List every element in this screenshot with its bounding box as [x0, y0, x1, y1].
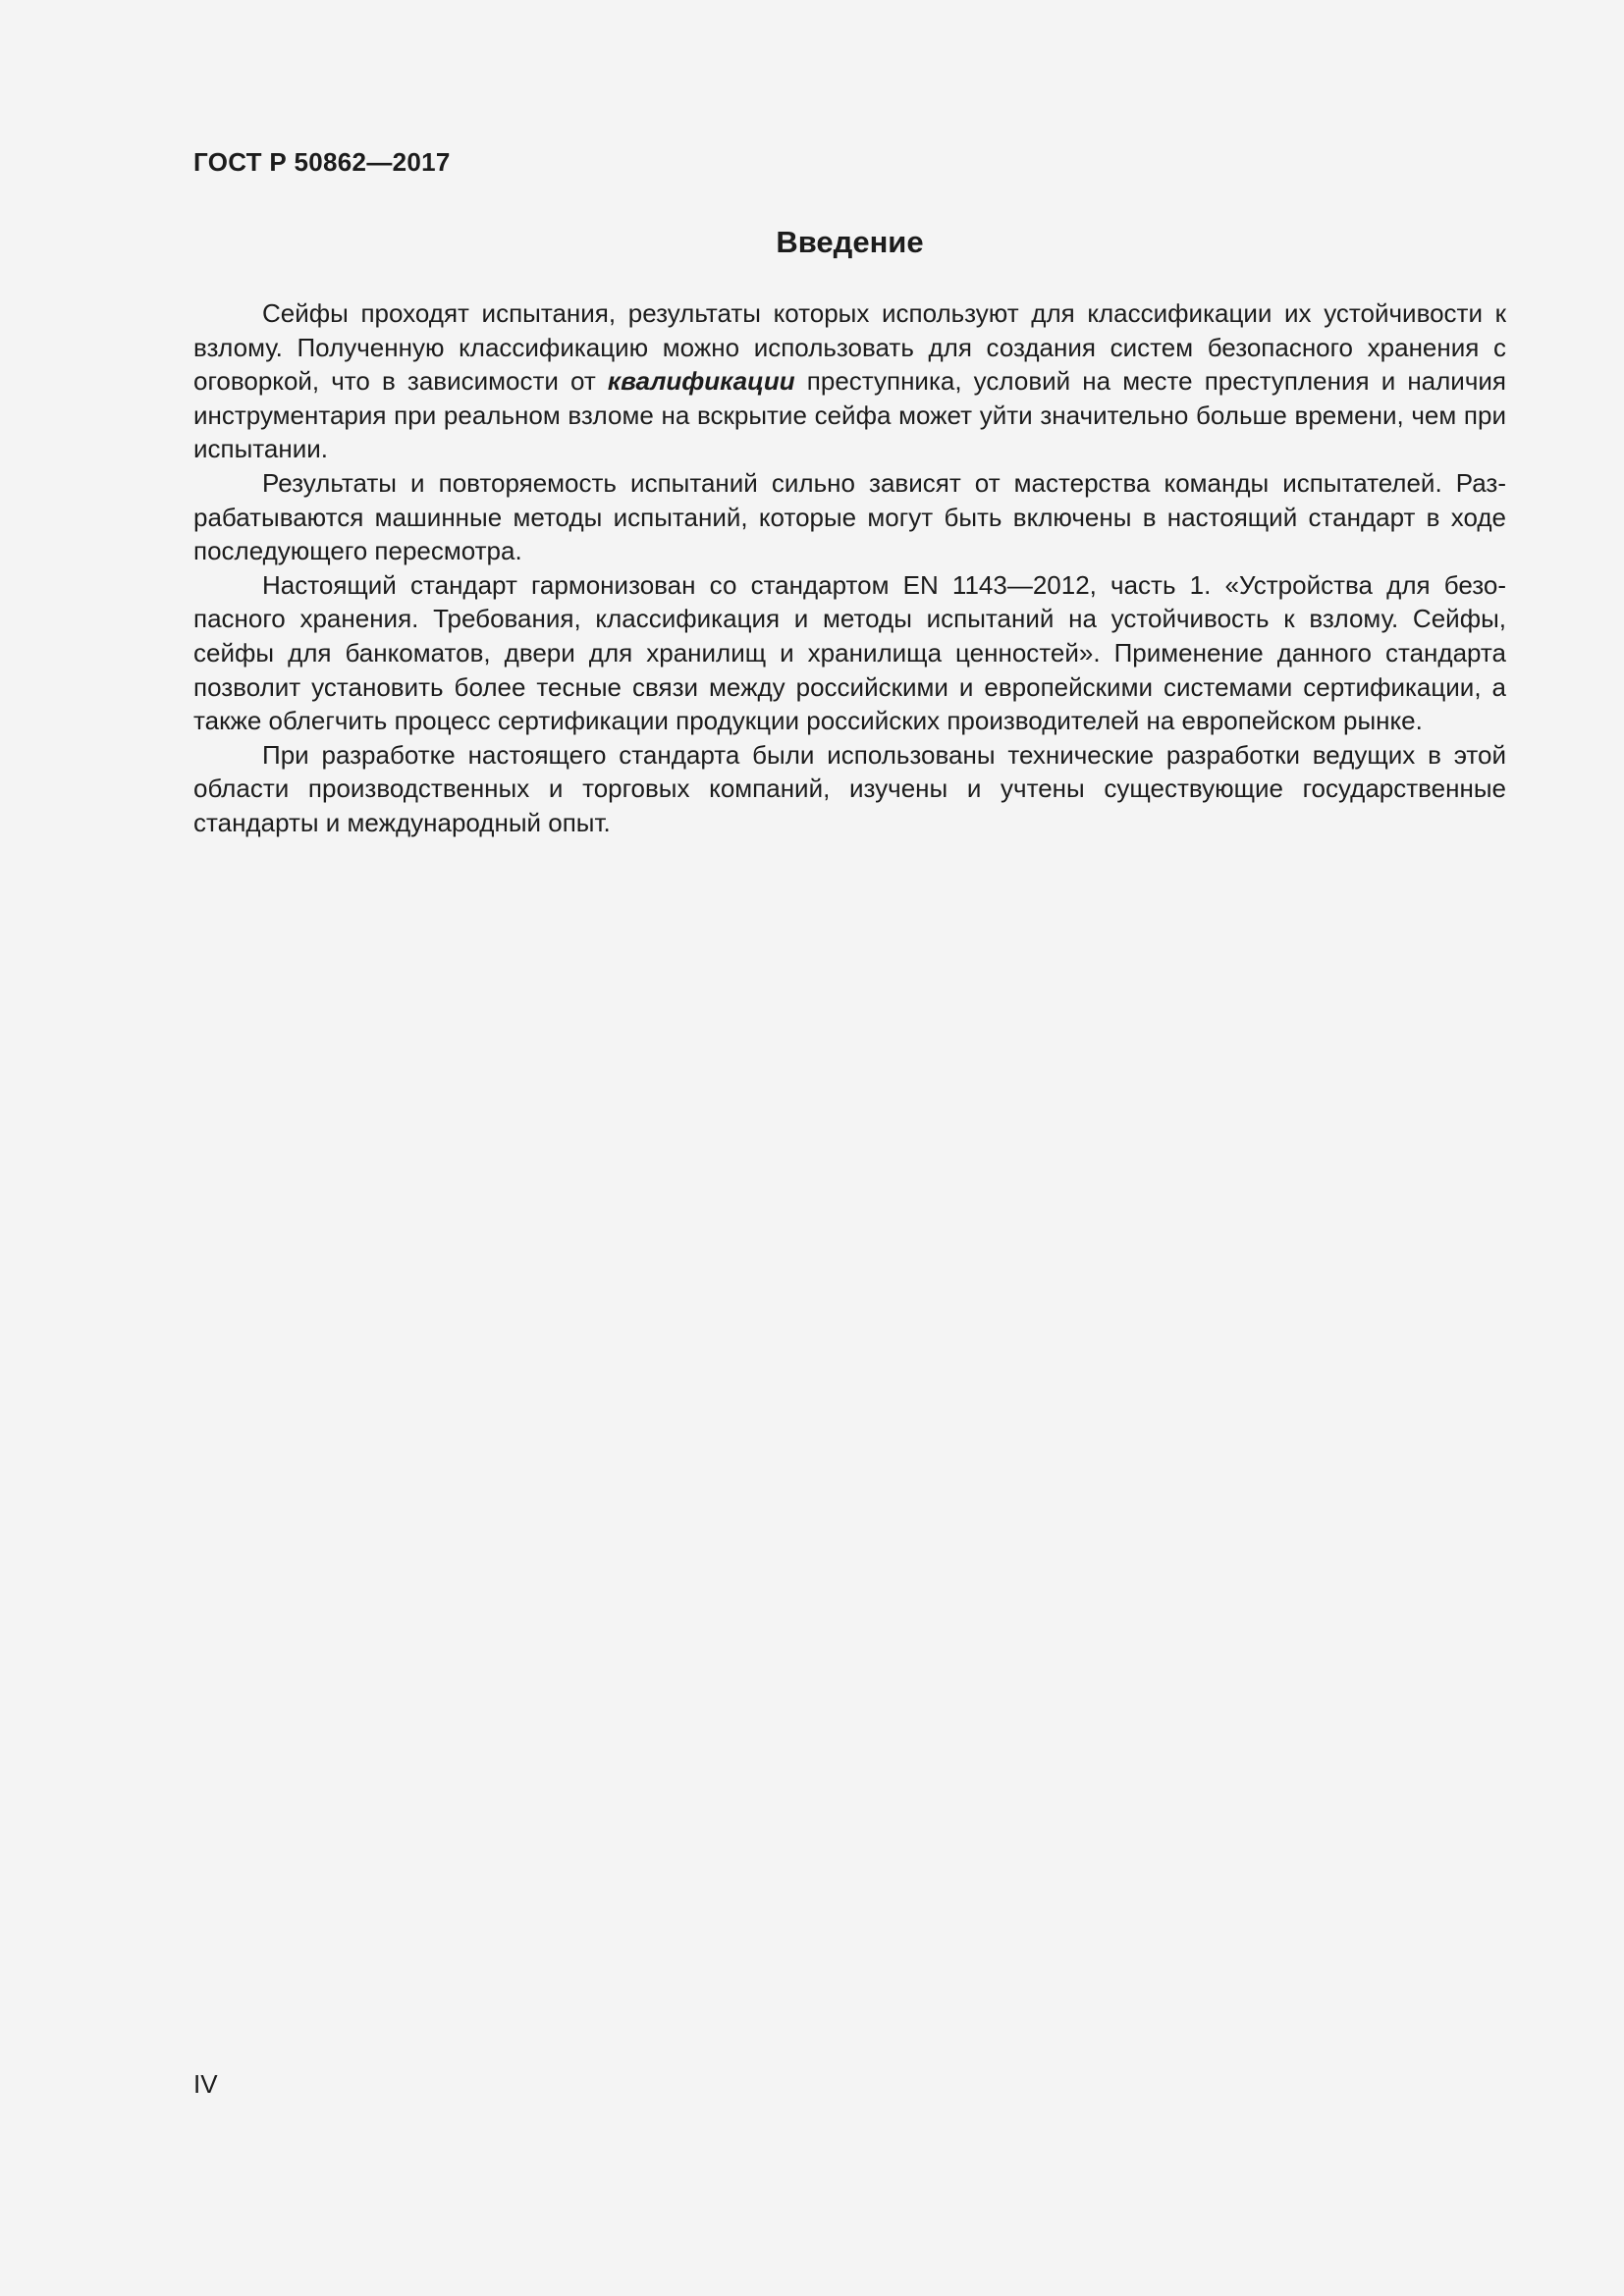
paragraph-1 — [193, 296, 1506, 466]
paragraph-3: Настоящий стандарт гармонизован со стандартом EN 1143—2012, часть 1. «Устройства для безопасного хранения. Требования, классификация и методы испытаний на устойчивость к взлому. Сейфы, сейфы для банкоматов, двери для хранилищ и хранилища ценностей». Применение данного стандарта позволит установить более тесные связи между российскими и европейскими системами сертификации, а также облегчить процесс сертификации продукции российских производителей на европейском рынке. — [193, 569, 1506, 736]
document-code: ГОСТ Р 50862—2017 — [193, 147, 451, 177]
document-body — [193, 296, 1506, 840]
paragraph-4: При разработке настоящего стандарта были использованы технические разработки ведущих в этой области производственных и торговых компаний, изучены и учтены существующие государственные стандарты и международный опыт. — [193, 739, 1506, 837]
paragraph-1-text-end: преступника, условий на месте преступления и наличия инструментария при реальном взломе на вскрытие сейфа может уйти значительно больше времени, чем при испытании. — [193, 366, 1506, 464]
section-title: Введение — [776, 225, 924, 259]
page-number: IV — [193, 2069, 218, 2099]
paragraph-2: Результаты и повторяемость испытаний сильно зависят от мастерства команды испытателей. Разрабатываются машинные методы испытаний, которые могут быть включены в настоящий стандарт в ходе последующего пересмотра. — [193, 467, 1506, 566]
emphasized-term: квалификации — [607, 366, 795, 397]
paragraph-1-text-start: Сейфы проходят испытания, результаты которых используют для классификации их устойчивости к взлому. Полученную классификацию можно использовать для создания систем безопасного хранения с оговоркой, что в зависимости от — [193, 298, 1506, 397]
